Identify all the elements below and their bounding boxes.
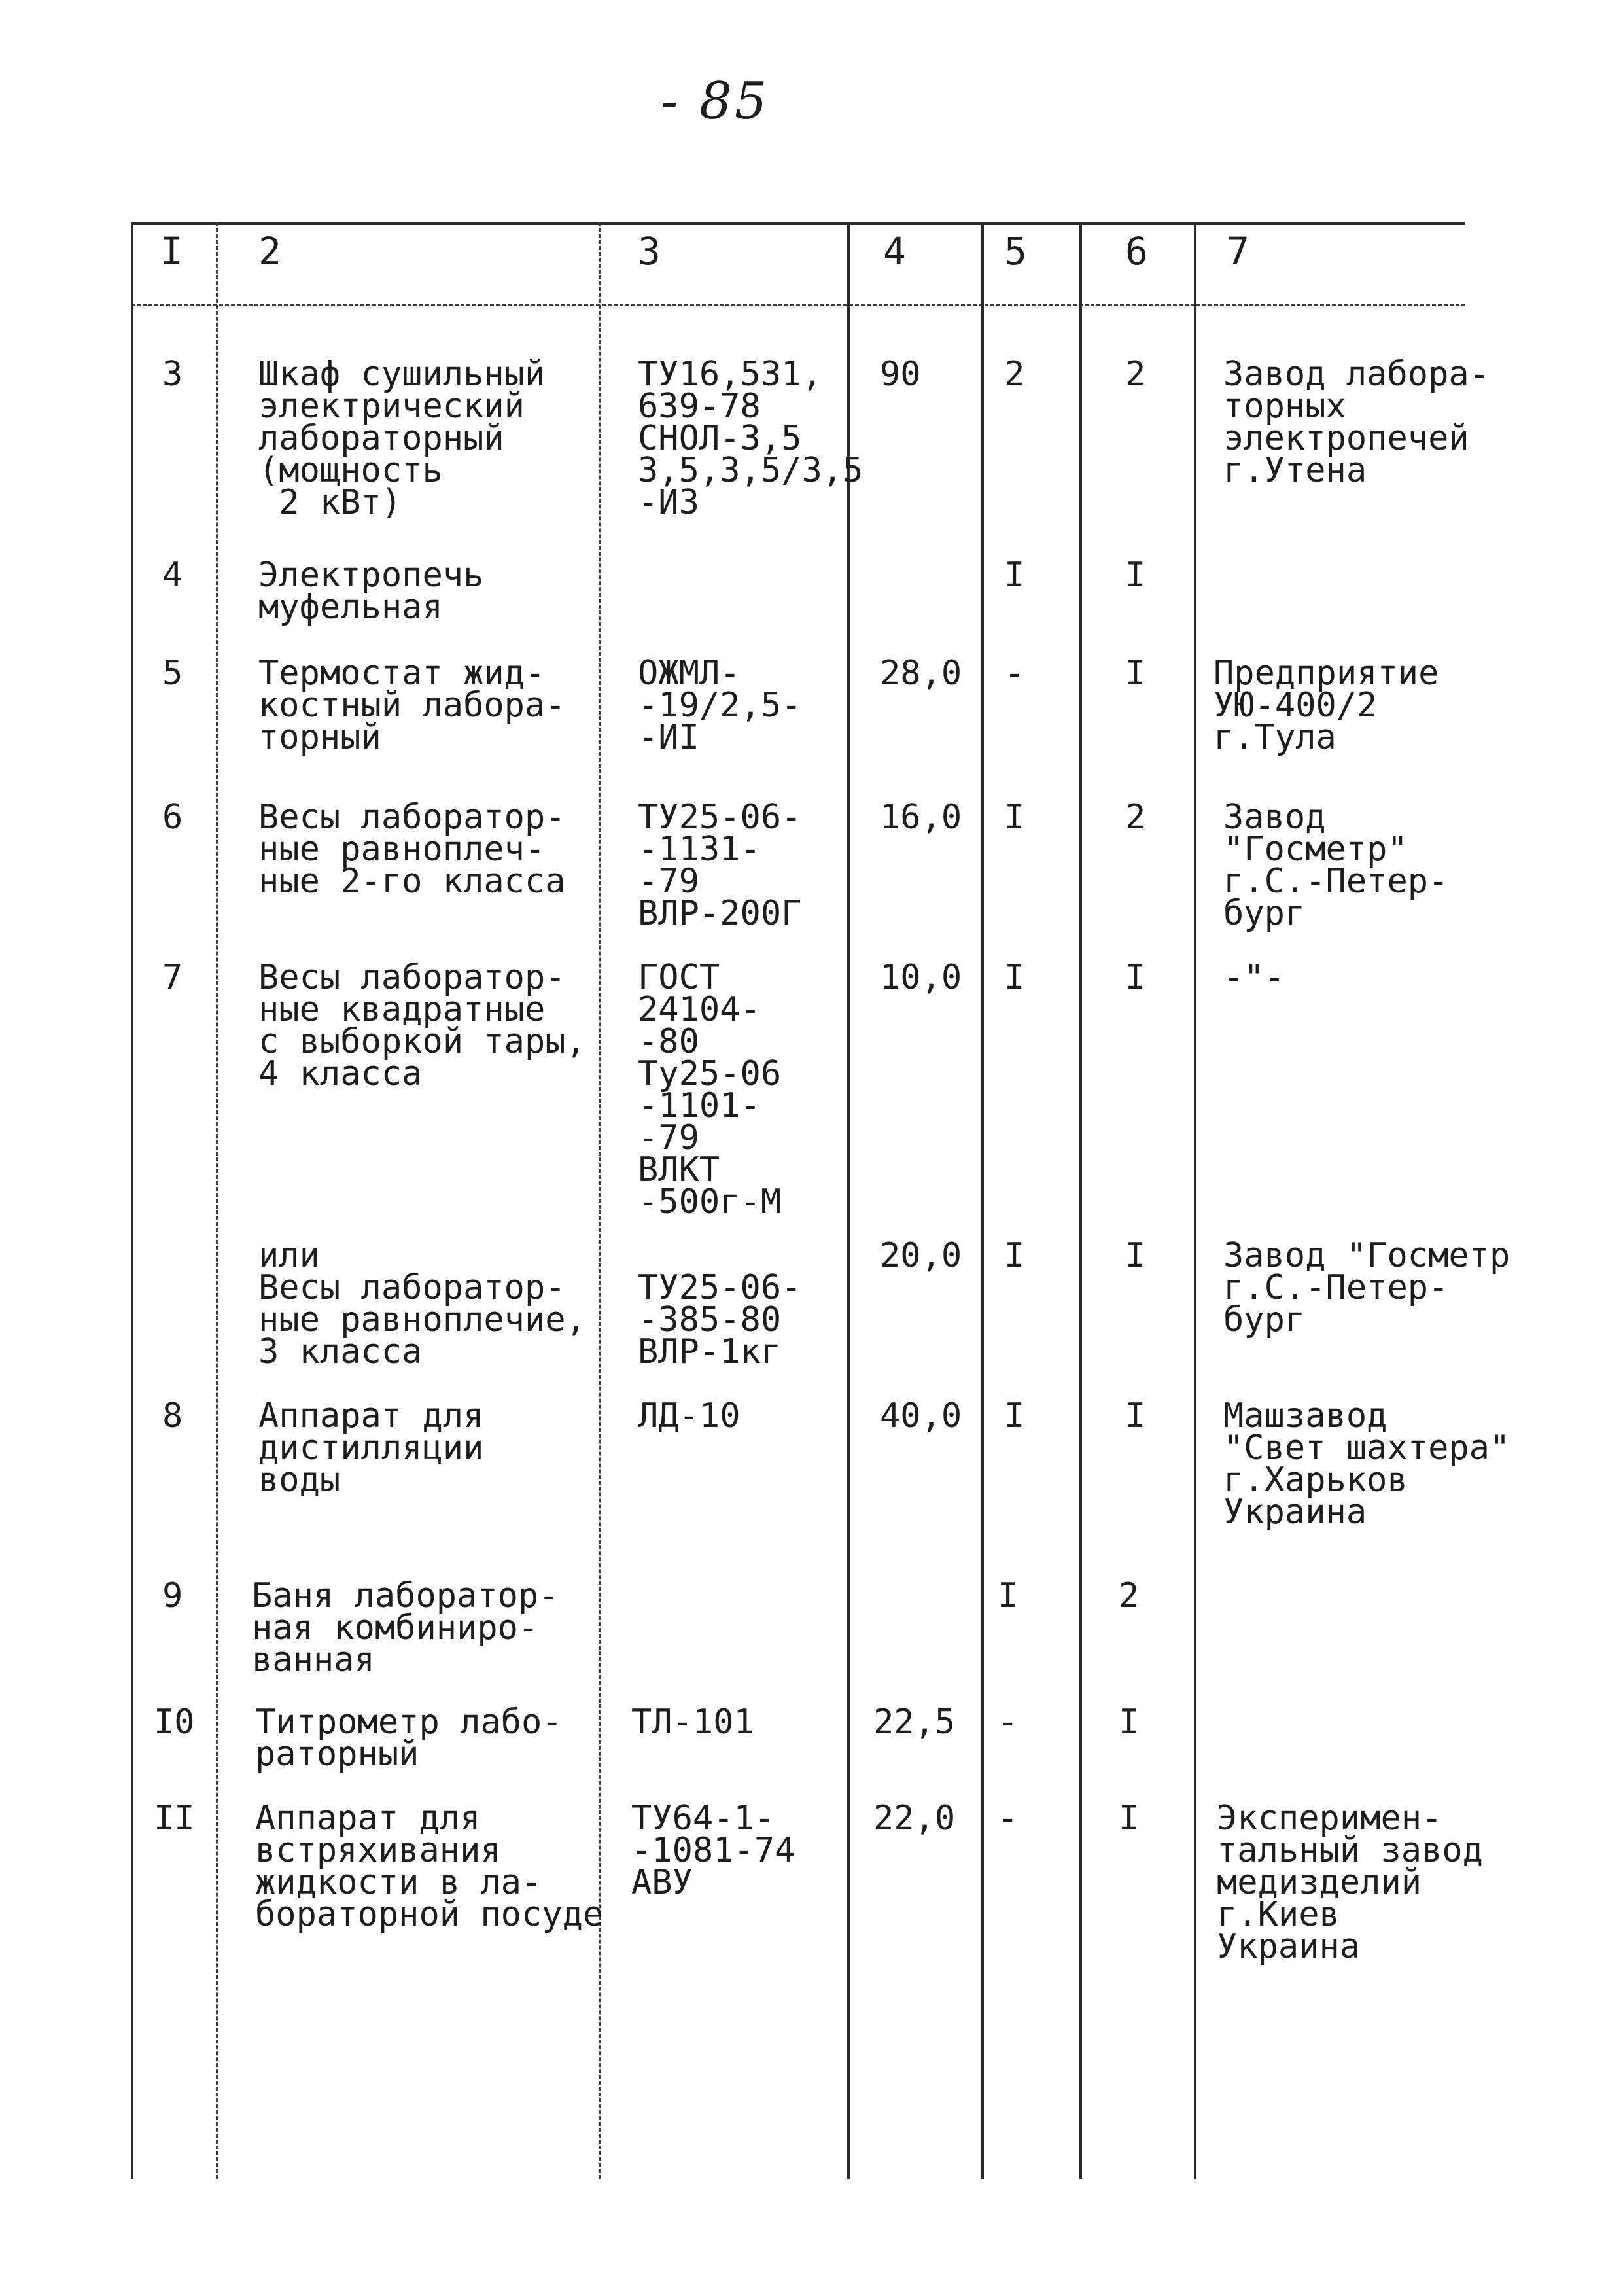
- item-col5: -: [1004, 654, 1025, 693]
- header-rule: [131, 304, 1465, 306]
- column-rule: [131, 222, 133, 2179]
- row-number: 9: [162, 1576, 183, 1616]
- item-col5: 2: [1004, 355, 1025, 394]
- item-spec: ТУ25-06- -1131- -79 ВЛР-200Г: [638, 798, 802, 933]
- header-cell: 6: [1125, 229, 1148, 274]
- item-spec: ТЛ-101: [631, 1703, 754, 1742]
- table-top-rule: [131, 222, 1465, 225]
- item-name: Электропечь муфельная: [258, 556, 484, 627]
- item-col4: 90: [880, 355, 921, 394]
- item-name: Весы лаборатор- ные равноплеч- ные 2-го класса: [258, 798, 566, 901]
- item-name: Термостат жид- костный лабора- торный: [258, 654, 566, 757]
- item-col6: 2: [1125, 355, 1146, 394]
- item-col4: 40,0: [880, 1396, 962, 1436]
- item-col5: -: [998, 1799, 1019, 1838]
- item-maker: Машзавод "Свет шахтера" г.Харьков Украина: [1223, 1396, 1510, 1532]
- header-cell: 2: [258, 229, 281, 274]
- header-cell: 7: [1227, 229, 1249, 274]
- item-maker: -"-: [1223, 958, 1285, 997]
- item-name: или Весы лаборатор- ные равноплечие, 3 класса: [258, 1236, 586, 1371]
- item-name: Баня лаборатор- ная комбиниро- ванная: [252, 1576, 559, 1680]
- column-rule: [981, 222, 984, 2179]
- item-col5: I: [1004, 556, 1025, 595]
- item-name: Аппарат для дистилляции воды: [258, 1396, 484, 1500]
- row-number: 4: [162, 556, 183, 595]
- item-maker: Эксперимен- тальный завод медизделий г.Киев Украина: [1217, 1799, 1483, 1966]
- row-number: I0: [154, 1703, 195, 1742]
- column-rule: [1079, 222, 1082, 2179]
- item-col4: 10,0: [880, 958, 962, 997]
- item-col5: -: [998, 1703, 1019, 1742]
- row-number: 3: [162, 355, 183, 394]
- item-col6: I: [1119, 1799, 1140, 1838]
- row-number: 6: [162, 798, 183, 837]
- header-cell: 5: [1004, 229, 1027, 274]
- item-spec: ТУ16,531, 639-78 СНОЛ-3,5 3,5,3,5/3,5 -ИЗ: [638, 355, 864, 522]
- item-maker: Завод лабора- торных электропечей г.Утена: [1223, 355, 1490, 490]
- item-name: Шкаф сушильный электрический лабораторный (мощность 2 кВт): [258, 355, 546, 522]
- row-number: 5: [162, 654, 183, 693]
- item-col5: I: [1004, 958, 1025, 997]
- column-rule: [1194, 222, 1196, 2179]
- item-col6: 2: [1125, 798, 1146, 837]
- header-cell: 3: [638, 229, 661, 274]
- item-col6: I: [1125, 1236, 1146, 1275]
- item-col5: I: [1004, 1236, 1025, 1275]
- item-name: Титрометр лабо- раторный: [255, 1703, 563, 1774]
- item-spec: ГОСТ 24104- -80 Ту25-06 -1101- -79 ВЛКТ -500г-М: [638, 958, 782, 1222]
- header-cell: 4: [883, 229, 906, 274]
- item-col5: I: [1004, 1396, 1025, 1436]
- item-spec: ОЖМЛ- -19/2,5- -ИI: [638, 654, 802, 757]
- item-col4: 22,0: [873, 1799, 956, 1838]
- item-spec: ТУ64-1- -1081-74 АВУ: [631, 1799, 795, 1902]
- page-number: - 85: [661, 72, 770, 131]
- item-col4: 22,5: [873, 1703, 956, 1742]
- item-col6: 2: [1119, 1576, 1140, 1616]
- row-number: 7: [162, 958, 183, 997]
- item-spec: ЛД-10: [638, 1396, 741, 1436]
- item-spec: ТУ25-06- -385-80 ВЛР-1кг: [638, 1268, 802, 1371]
- row-number: II: [154, 1799, 195, 1838]
- item-col6: I: [1119, 1703, 1140, 1742]
- item-col6: I: [1125, 654, 1146, 693]
- item-maker: Предприятие УЮ-400/2 г.Тула: [1213, 654, 1439, 757]
- row-number: 8: [162, 1396, 183, 1436]
- header-cell: I: [160, 229, 183, 274]
- item-col6: I: [1125, 556, 1146, 595]
- item-col6: I: [1125, 958, 1146, 997]
- item-name: Аппарат для встряхивания жидкости в ла- бораторной посуде: [255, 1799, 604, 1934]
- item-name: Весы лаборатор- ные квадратные с выборкой тары, 4 класса: [258, 958, 586, 1093]
- item-col5: I: [1004, 798, 1025, 837]
- item-col4: 20,0: [880, 1236, 962, 1275]
- column-rule: [216, 222, 218, 2179]
- item-maker: Завод "Госметр" г.С.-Петер- бург: [1223, 798, 1449, 933]
- item-col4: 16,0: [880, 798, 962, 837]
- item-col4: 28,0: [880, 654, 962, 693]
- item-maker: Завод "Госметр г.С.-Петер- бург: [1223, 1236, 1510, 1339]
- item-col5: I: [998, 1576, 1019, 1616]
- item-col6: I: [1125, 1396, 1146, 1436]
